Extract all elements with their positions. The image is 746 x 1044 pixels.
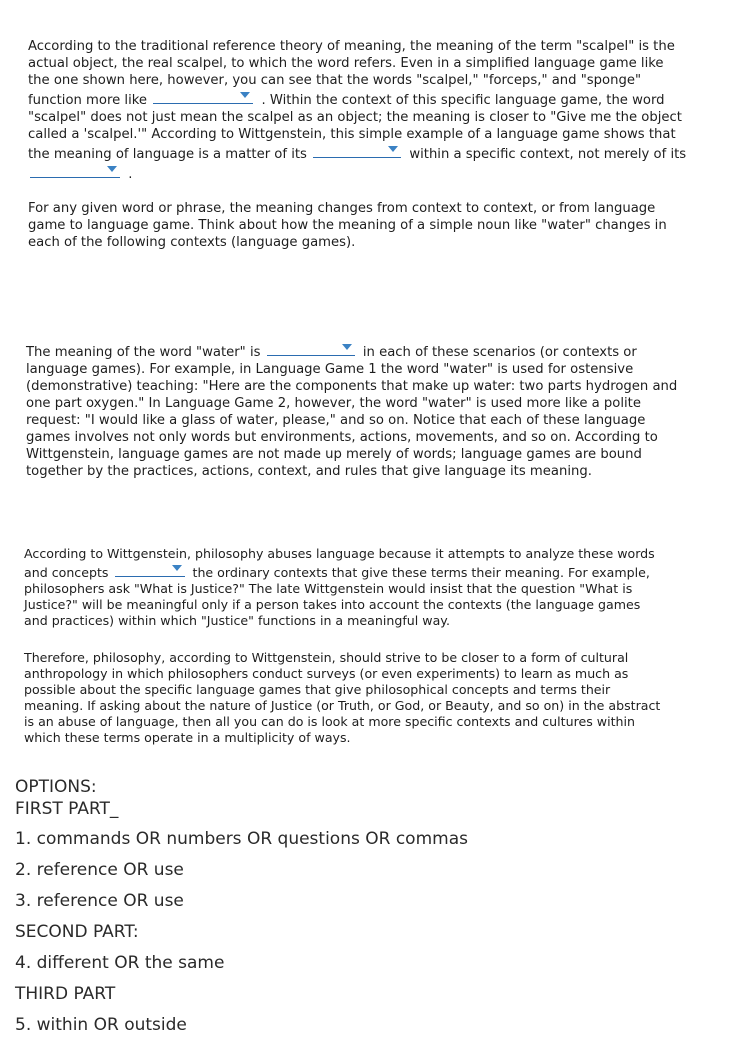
paragraph-anthropology: Therefore, philosophy, according to Wittgenstein, should strive to be closer to a form of cultural anthropology in which philosophers conduct surveys (or even experiments) to learn as much as possible about the specific language games that give philosophical concepts and terms their meaning. If asking about the nature of Justice (or Truth, or God, or Beauty, and so on) in the abstract is an abuse of language, then all you can do is look at more specific contexts and cultures within which these terms operate in a multiplicity of ways.	[24, 650, 661, 745]
option-4: 4. different OR the same	[15, 953, 225, 973]
p4-text-1: According to Wittgenstein, philosophy abuses language because it attempts to analyze these words and concepts	[24, 546, 655, 580]
second-part-label: SECOND PART:	[15, 922, 139, 942]
option-2: 2. reference OR use	[15, 860, 184, 880]
p1-text-1: According to the traditional reference theory of meaning, the meaning of the term "scalpel" is the actual object, the real scalpel, to which the word refers. Even in a simplified language game like the one shown here, however, you can see that the words "scalpel," "forceps," and "sponge" function more like	[28, 39, 675, 108]
p3-text-2: in each of these scenarios (or contexts or language games). For example, in Language Game 1 the word "water" is used for ostensive (demonstrative) teaching: "Here are the components that make up water: two parts hydrogen and one part oxygen." In Language Game 2, however, the word "water" is used more like a polite request: "I would like a glass of water, please," and so on. Notice that each of these language games involves not only words but environments, actions, movements, and so on. According to Wittgenstein, language games are not made up merely of words; language games are bound together by the practices, actions, context, and rules that give language its meaning.	[26, 345, 678, 479]
dropdown-1[interactable]	[153, 89, 253, 104]
dropdown-2[interactable]	[313, 143, 401, 158]
option-5: 5. within OR outside	[15, 1015, 187, 1035]
chevron-down-icon	[240, 92, 250, 98]
first-part-label: FIRST PART_	[15, 799, 119, 819]
p3-text-1: The meaning of the word "water" is	[26, 345, 261, 360]
paragraph-contexts: For any given word or phrase, the meaning changes from context to context, or from language game to language game. Think about how the meaning of a simple noun like "water" changes in each of the following contexts (language games).	[28, 201, 667, 250]
p1-text-2: . Within the context of this specific language game, the word "scalpel" does not just mean the scalpel as an object; the meaning is closer to "Give me the object called a 'scalpel.'" According to Wittgenstein, this simple example of a language game shows that the meaning of language is a matter of its	[28, 93, 682, 162]
chevron-down-icon	[172, 565, 182, 571]
third-part-label: THIRD PART	[15, 984, 116, 1004]
paragraph-scalpel	[28, 38, 688, 183]
chevron-down-icon	[388, 146, 398, 152]
chevron-down-icon	[107, 166, 117, 172]
p1-text-4: .	[128, 167, 133, 182]
dropdown-3[interactable]	[30, 163, 120, 178]
dropdown-5[interactable]	[115, 562, 185, 577]
chevron-down-icon	[342, 344, 352, 350]
p4-text-2: the ordinary contexts that give these terms their meaning. For example, philosophers ask "What is Justice?" The late Wittgenstein would insist that the question "What is Justice?" will be meaningful only if a person takes into account the contexts (the language games and practices) within which "Justice" functions in a meaningful way.	[24, 565, 650, 628]
dropdown-4[interactable]	[267, 341, 355, 356]
paragraph-water	[26, 341, 681, 480]
p1-text-3: within a specific context, not merely of its	[409, 147, 687, 162]
options-heading: OPTIONS:	[15, 777, 97, 797]
option-1: 1. commands OR numbers OR questions OR commas	[15, 829, 468, 849]
paragraph-abuse	[24, 546, 664, 629]
option-3: 3. reference OR use	[15, 891, 184, 911]
